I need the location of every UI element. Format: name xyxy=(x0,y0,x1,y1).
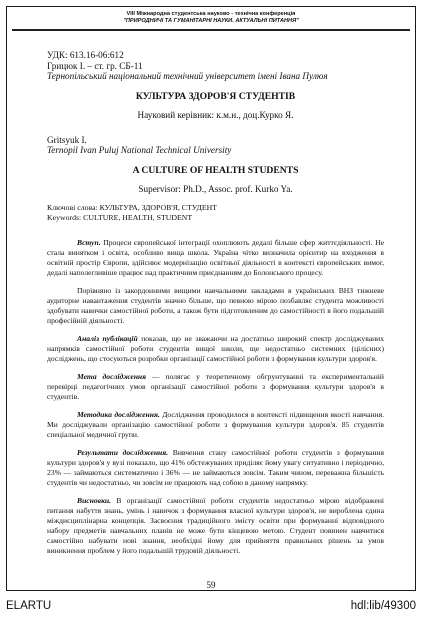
author-en: Gritsyuk I. xyxy=(47,134,87,145)
supervisor-en: Supervisor: Ph.D., Assoc. prof. Kurko Ya. xyxy=(138,183,293,194)
affiliation-ua: Тернопільський національний технічний університет імені Івана Пулюя xyxy=(47,71,328,81)
repository-name: ELARTU xyxy=(6,600,52,612)
header-divider xyxy=(12,29,410,31)
title-ua: КУЛЬТУРА ЗДОРОВ'Я СТУДЕНТІВ xyxy=(135,90,296,102)
page-number: 59 xyxy=(206,580,216,590)
handle-id: hdl:lib/49300 xyxy=(350,600,416,612)
author-ua: Грицюк І. – ст. гр. СБ-11 xyxy=(47,60,143,71)
paper-page xyxy=(6,6,416,591)
title-en: A CULTURE OF HEALTH STUDENTS xyxy=(132,164,299,176)
conference-header-line1: VIII Міжнародна студентська науково - технічна конференція xyxy=(126,11,296,17)
paragraph-results: Результати дослідження. Вивчення стану самостійної роботи студентів з формування культури здоров'я у вузі показало, що 41% обстежуваних приділяє йому увагу ситуативно і періодично, 23% — займаються систематично і 36% — не займаються зовсім. Таким чином, переважна більшість студентів чи недостатньо, чи зовсім не працюють над собою в даному напрямку. xyxy=(47,447,384,487)
keywords-ua: Ключові слова: КУЛЬТУРА, ЗДОРОВ'Я, СТУДЕНТ xyxy=(47,202,217,212)
keywords-en: Keywords: CULTURE, HEALTH, STUDENT xyxy=(47,213,193,222)
article-body xyxy=(47,238,384,556)
supervisor-ua: Науковий керівник: к.м.н., доц.Курко Я. xyxy=(137,109,294,120)
paragraph-aim: Мета дослідження — полягає у теоретичному обгрунтуванні та експериментальній перевірці педагогічних умов організації самостійної роботи з формування культури здоров'я в студентів. xyxy=(47,371,384,401)
affiliation-en: Ternopil Ivan Puluj National Technical University xyxy=(47,145,232,155)
conference-header-line2: "ПРИРОДНИЧІ ТА ГУМАНІТАРНІ НАУКИ. АКТУАЛЬНІ ПИТАННЯ" xyxy=(123,18,299,24)
udk-code: УДК: 613.16-06:612 xyxy=(47,50,124,60)
article-content xyxy=(47,50,384,564)
paragraph-conclusions: Висновки. В організації самостійної роботи студентів недостатньо мірою відображені питання набуття знань, умінь і навичок з формування власної культури здоров'я, не вироблена єдина міждисциплінарна концепція. Засвоєння традиційного змісту освіти при формуванні відповідного набору предметів навчальних планів не може бути кінцевою метою. Студент повинен навчитися самостійно набувати нові знання, необхідні йому для прийняття правильних рішень за умов виникнення проблем у його подальшій трудовій діяльності. xyxy=(47,495,384,555)
conference-header xyxy=(7,11,415,25)
paragraph-comparison: Порівняно із закордонними вищими навчальними закладами в українських ВНЗ тижневе аудиторне навантаження студентів значно більше, що певною мірою позбавляє студента можливості здобувати навички самостійної роботи, а також бути підготовленим до самостійності в його подальшій професійній діяльності. xyxy=(47,285,384,325)
viewer-footer xyxy=(0,591,424,620)
paragraph-intro: Вступ. Процеси європейської інтеграції охоплюють дедалі більше сфер життєдіяльності. Не стала винятком і освіта, особливо вища школа. Україна чітко визначила орієнтир на входження в освітній простір Європи, здійснює модернізацію освітньої діяльності в контексті європейських вимог, дедалі наполегливіше працює над практичним приєднанням до Болонського процесу. xyxy=(47,237,384,277)
paragraph-method: Методика дослідження. Дослідження проводилося в контексті підвищення якості навчання. Ми досліджували організацію самостійної роботи з формування культури здоров'я. 85 студентів спеціальної медичної групи. xyxy=(47,409,384,439)
paragraph-analysis: Аналіз публікацій показав, що не зважаючи на достатньо широкий спектр досліджуваних напрямків самостійної роботи студентів вищої школи, ще недостатньо системних (цілісних) досліджень, що стосуються розробки організації самостійної роботи з формування культури здоров'я. xyxy=(47,333,384,363)
